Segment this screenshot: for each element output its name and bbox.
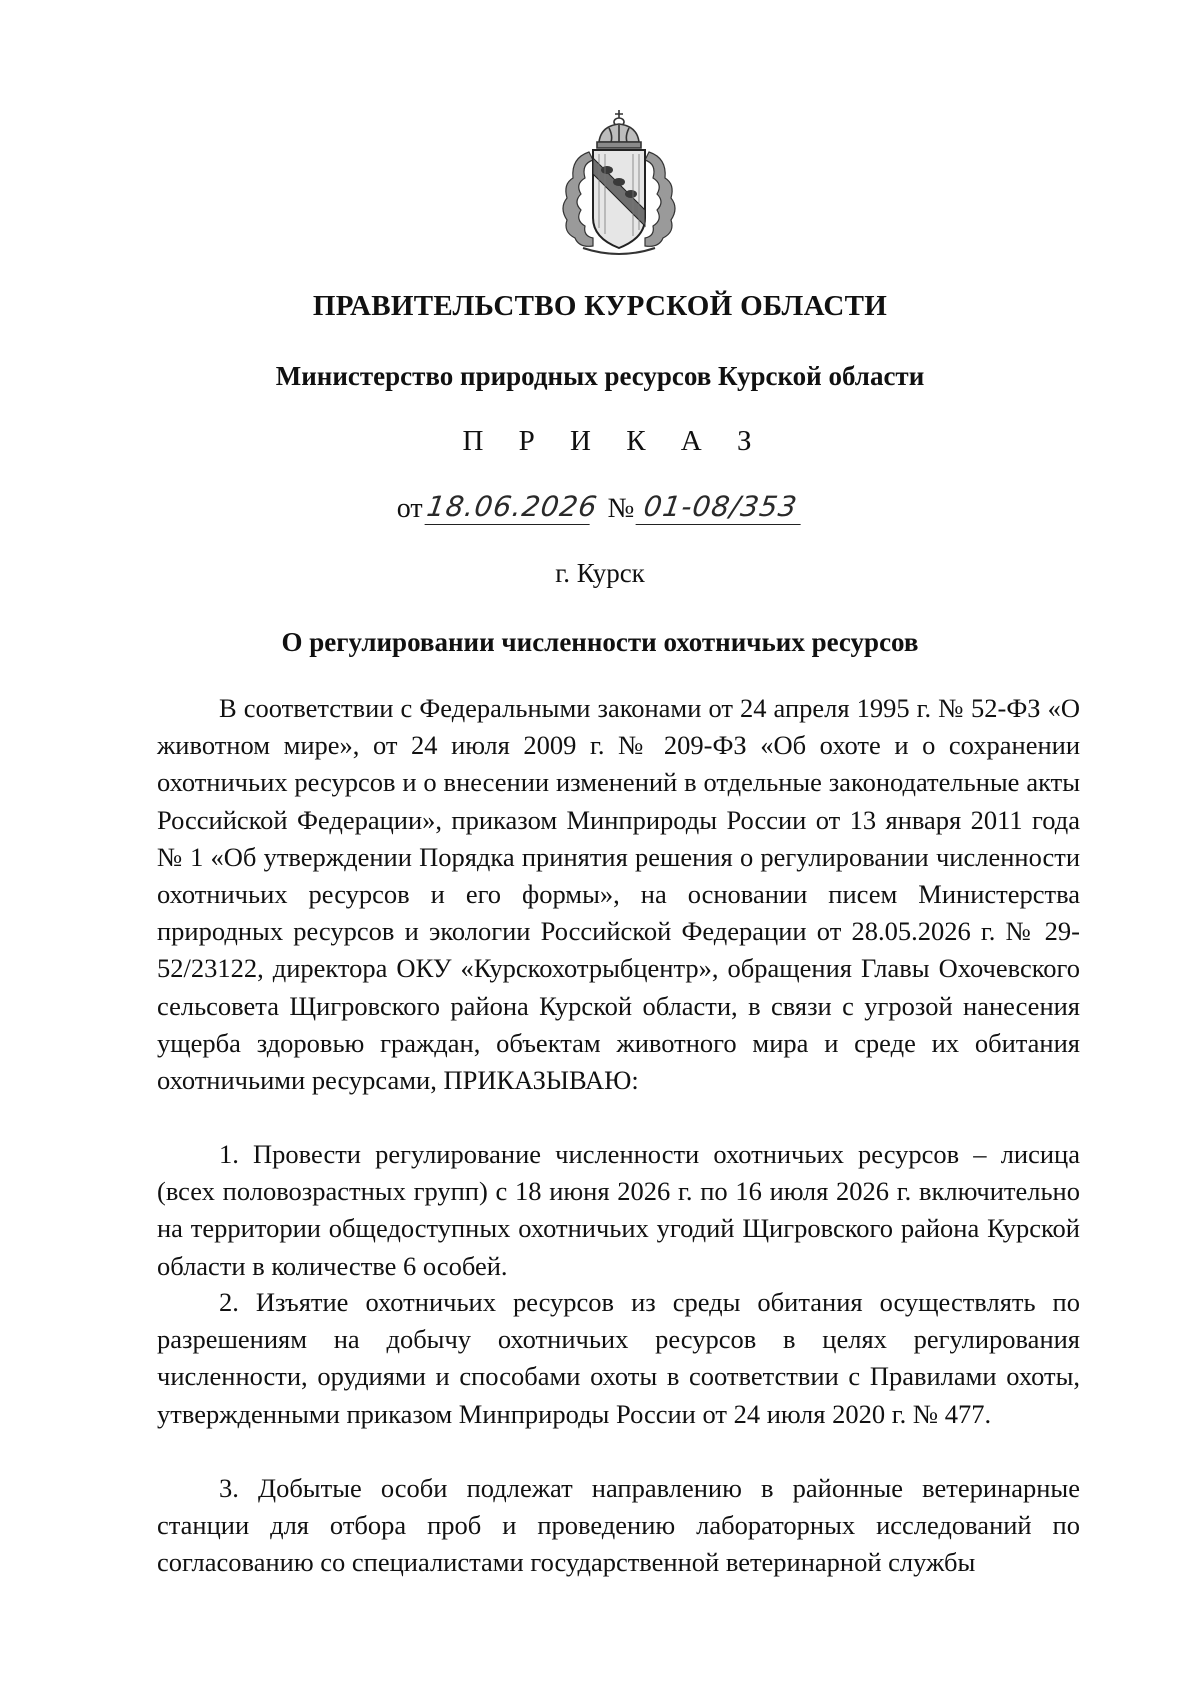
paragraph-clause-1: 1. Провести регулирование численности охотничьих ресурсов – лисица (всех половозрастных групп) с 18 июня 2026 г. по 16 июля 2026 г. включительно на территории общедоступных охотничьих угодий Щигровского района Курской области в количестве 6 особей.: [157, 1139, 1080, 1281]
order-subject: О регулировании численности охотничьих ресурсов: [281, 627, 919, 657]
ministry-title: Министерство природных ресурсов Курской области: [275, 361, 925, 391]
government-title: ПРАВИТЕЛЬСТВО КУРСКОЙ ОБЛАСТИ: [312, 290, 888, 322]
paragraph-preamble: В соответствии с Федеральными законами от 24 апреля 1995 г. № 52-ФЗ «О животном мире», от 24 июля 2009 г. № 209-ФЗ «Об охоте и о сохранении охотничьих ресурсов и о внесении изменений в отдельные законодательные акты Российской Федерации», приказом Минприроды России от 13 января 2011 года № 1 «Об утверждении Порядка принятия решения о регулировании численности охотничьих ресурсов и его формы», на основании писем Министерства природных ресурсов и экологии Российской Федерации от 28.05.2026 г. № 29-52/23122, директора ОКУ «Курскохотрыбцентр», обращения Главы Охочевского сельсовета Щигровского района Курской области, в связи с угрозой нанесения ущерба здоровью граждан, объектам животного мира и среде их обитания охотничьими ресурсами, ПРИКАЗЫВАЮ:: [157, 693, 1080, 1096]
date-prefix: от: [396, 493, 423, 524]
handwritten-number: 01-08/353: [636, 490, 806, 525]
document-type: П Р И К А З: [462, 425, 766, 457]
paragraph-clause-3: 3. Добытые особи подлежат направлению в районные ветеринарные станции для отбора проб и проведению лабораторных исследований по согласованию со специалистами государственной ветеринарной службы: [157, 1473, 1080, 1578]
clause-3-block: [157, 1470, 1080, 1582]
preamble-block: [157, 690, 1080, 1099]
clause-1-block: [157, 1136, 1080, 1285]
paragraph-clause-2: 2. Изъятие охотничьих ресурсов из среды обитания осуществлять по разрешениям на добычу охотничьих ресурсов в целях регулирования численности, орудиями и способами охоты в соответствии с Правилами охоты, утвержденными приказом Минприроды России от 24 июля 2020 г. № 477.: [157, 1287, 1080, 1429]
clause-2-block: [157, 1284, 1080, 1433]
number-prefix: №: [607, 493, 635, 524]
handwritten-date: 18.06.2026: [424, 490, 600, 523]
order-date-number-line: [0, 490, 1200, 530]
coat-of-arms-icon: [553, 108, 685, 258]
city-line: г. Курск: [555, 558, 645, 588]
